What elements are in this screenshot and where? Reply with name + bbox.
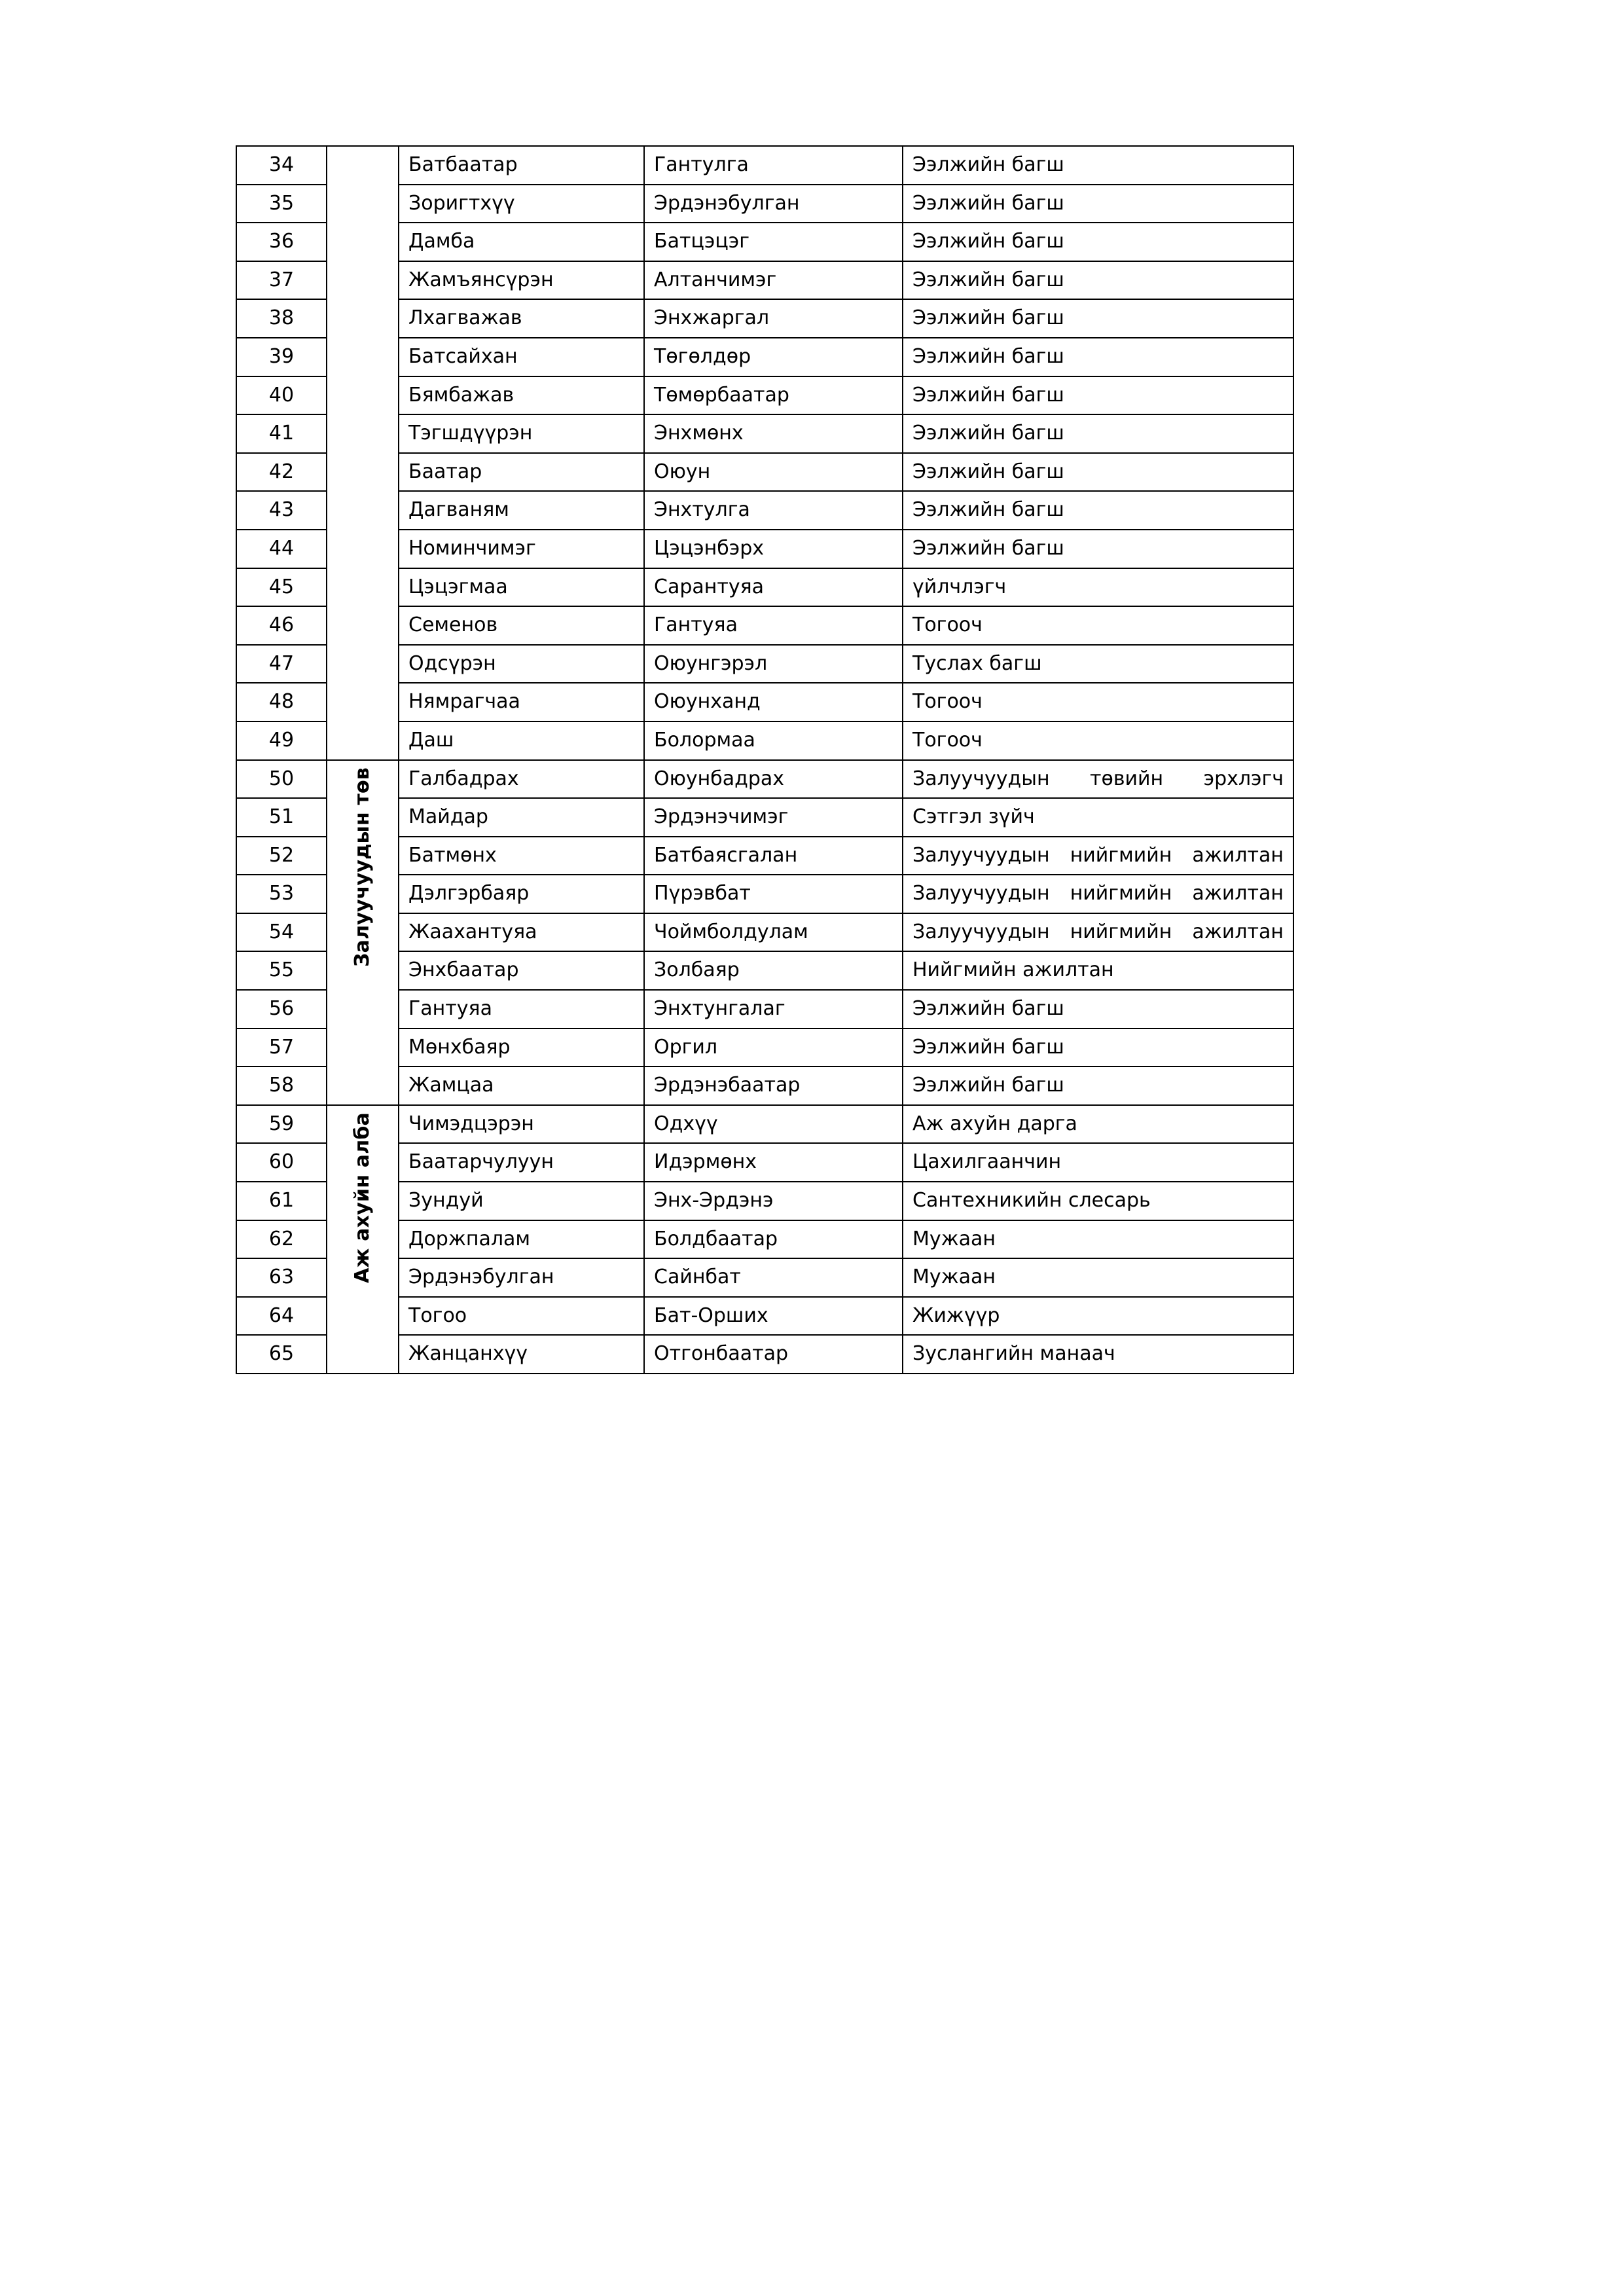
row-number: 53	[236, 875, 327, 913]
last-name: Бямбажав	[399, 376, 644, 415]
row-number: 64	[236, 1297, 327, 1336]
first-name: Сарантуяа	[644, 568, 903, 607]
role: Ээлжийн багш	[903, 223, 1293, 261]
last-name: Дэлгэрбаяр	[399, 875, 644, 913]
first-name: Чоймболдулам	[644, 913, 903, 952]
role: Зуслангийн манаач	[903, 1335, 1293, 1374]
row-number: 40	[236, 376, 327, 415]
first-name: Эрдэнэбаатар	[644, 1066, 903, 1105]
row-number: 49	[236, 721, 327, 760]
table-row	[236, 1105, 1293, 1144]
first-name: Пүрэвбат	[644, 875, 903, 913]
roster-table-wrapper	[236, 145, 1284, 1374]
role: Ээлжийн багш	[903, 990, 1293, 1029]
first-name: Болдбаатар	[644, 1220, 903, 1259]
roster-table-body	[236, 146, 1293, 1374]
first-name: Төгөлдөр	[644, 338, 903, 376]
group-label-text: Залуучуудын төв	[350, 767, 374, 967]
row-number: 47	[236, 645, 327, 683]
group-label-cell	[327, 1105, 399, 1374]
first-name: Сайнбат	[644, 1258, 903, 1297]
last-name: Галбадрах	[399, 760, 644, 799]
row-number: 45	[236, 568, 327, 607]
role: Ээлжийн багш	[903, 491, 1293, 530]
first-name: Энхтунгалаг	[644, 990, 903, 1029]
last-name: Батбаатар	[399, 146, 644, 185]
role: Ээлжийн багш	[903, 338, 1293, 376]
last-name: Гантуяа	[399, 990, 644, 1029]
row-number: 62	[236, 1220, 327, 1259]
row-number: 36	[236, 223, 327, 261]
last-name: Мөнхбаяр	[399, 1029, 644, 1067]
role: Аж ахуйн дарга	[903, 1105, 1293, 1144]
last-name: Эрдэнэбулган	[399, 1258, 644, 1297]
first-name: Алтанчимэг	[644, 261, 903, 300]
role: үйлчлэгч	[903, 568, 1293, 607]
row-number: 39	[236, 338, 327, 376]
first-name: Эрдэнэбулган	[644, 185, 903, 223]
row-number: 56	[236, 990, 327, 1029]
last-name: Батмөнх	[399, 837, 644, 875]
row-number: 51	[236, 798, 327, 837]
first-name: Одхүү	[644, 1105, 903, 1144]
last-name: Зоригтхүү	[399, 185, 644, 223]
last-name: Майдар	[399, 798, 644, 837]
role: Залуучуудын нийгмийн ажилтан	[903, 837, 1293, 875]
table-row	[236, 760, 1293, 799]
last-name: Нямрагчаа	[399, 683, 644, 721]
row-number: 54	[236, 913, 327, 952]
row-number: 50	[236, 760, 327, 799]
role: Залуучуудын төвийн эрхлэгч	[903, 760, 1293, 799]
row-number: 44	[236, 530, 327, 568]
first-name: Төмөрбаатар	[644, 376, 903, 415]
role: Жижүүр	[903, 1297, 1293, 1336]
last-name: Жамъянсүрэн	[399, 261, 644, 300]
row-number: 38	[236, 299, 327, 338]
row-number: 46	[236, 606, 327, 645]
first-name: Энх-Эрдэнэ	[644, 1182, 903, 1220]
table-row	[236, 146, 1293, 185]
role: Сантехникийн слесарь	[903, 1182, 1293, 1220]
role: Ээлжийн багш	[903, 261, 1293, 300]
role: Цахилгаанчин	[903, 1143, 1293, 1182]
last-name: Жаахантуяа	[399, 913, 644, 952]
first-name: Батцэцэг	[644, 223, 903, 261]
row-number: 58	[236, 1066, 327, 1105]
last-name: Зундуй	[399, 1182, 644, 1220]
role: Тогооч	[903, 606, 1293, 645]
role: Ээлжийн багш	[903, 414, 1293, 453]
row-number: 59	[236, 1105, 327, 1144]
last-name: Дамба	[399, 223, 644, 261]
first-name: Отгонбаатар	[644, 1335, 903, 1374]
last-name: Чимэдцэрэн	[399, 1105, 644, 1144]
row-number: 37	[236, 261, 327, 300]
first-name: Оргил	[644, 1029, 903, 1067]
first-name: Оюунгэрэл	[644, 645, 903, 683]
first-name: Оюунбадрах	[644, 760, 903, 799]
row-number: 52	[236, 837, 327, 875]
role: Залуучуудын нийгмийн ажилтан	[903, 913, 1293, 952]
last-name: Жамцаа	[399, 1066, 644, 1105]
row-number: 60	[236, 1143, 327, 1182]
role: Ээлжийн багш	[903, 376, 1293, 415]
first-name: Гантулга	[644, 146, 903, 185]
first-name: Энхтулга	[644, 491, 903, 530]
row-number: 48	[236, 683, 327, 721]
role: Тогооч	[903, 721, 1293, 760]
role: Тогооч	[903, 683, 1293, 721]
first-name: Эрдэнэчимэг	[644, 798, 903, 837]
first-name: Болормаа	[644, 721, 903, 760]
last-name: Батсайхан	[399, 338, 644, 376]
role: Мужаан	[903, 1220, 1293, 1259]
row-number: 57	[236, 1029, 327, 1067]
last-name: Тогоо	[399, 1297, 644, 1336]
group-label-text: Аж ахуйн алба	[350, 1112, 374, 1283]
role: Мужаан	[903, 1258, 1293, 1297]
last-name: Тэгшдүүрэн	[399, 414, 644, 453]
last-name: Даш	[399, 721, 644, 760]
last-name: Энхбаатар	[399, 951, 644, 990]
last-name: Доржпалам	[399, 1220, 644, 1259]
row-number: 34	[236, 146, 327, 185]
row-number: 65	[236, 1335, 327, 1374]
group-label-cell	[327, 146, 399, 760]
first-name: Гантуяа	[644, 606, 903, 645]
first-name: Идэрмөнх	[644, 1143, 903, 1182]
role: Сэтгэл зүйч	[903, 798, 1293, 837]
role: Ээлжийн багш	[903, 1066, 1293, 1105]
role: Ээлжийн багш	[903, 299, 1293, 338]
last-name: Номинчимэг	[399, 530, 644, 568]
first-name: Батбаясгалан	[644, 837, 903, 875]
first-name: Оюун	[644, 453, 903, 492]
last-name: Цэцэгмаа	[399, 568, 644, 607]
row-number: 35	[236, 185, 327, 223]
last-name: Одсүрэн	[399, 645, 644, 683]
role: Ээлжийн багш	[903, 1029, 1293, 1067]
last-name: Дагваням	[399, 491, 644, 530]
role: Ээлжийн багш	[903, 185, 1293, 223]
role: Ээлжийн багш	[903, 146, 1293, 185]
row-number: 55	[236, 951, 327, 990]
row-number: 61	[236, 1182, 327, 1220]
role: Ээлжийн багш	[903, 530, 1293, 568]
first-name: Золбаяр	[644, 951, 903, 990]
last-name: Семенов	[399, 606, 644, 645]
first-name: Энхжаргал	[644, 299, 903, 338]
first-name: Оюунханд	[644, 683, 903, 721]
row-number: 63	[236, 1258, 327, 1297]
role: Туслах багш	[903, 645, 1293, 683]
last-name: Баатарчулуун	[399, 1143, 644, 1182]
last-name: Лхагважав	[399, 299, 644, 338]
first-name: Энхмөнх	[644, 414, 903, 453]
row-number: 42	[236, 453, 327, 492]
last-name: Жанцанхүү	[399, 1335, 644, 1374]
last-name: Баатар	[399, 453, 644, 492]
first-name: Бат-Орших	[644, 1297, 903, 1336]
first-name: Цэцэнбэрх	[644, 530, 903, 568]
role: Ээлжийн багш	[903, 453, 1293, 492]
row-number: 43	[236, 491, 327, 530]
group-label-cell	[327, 760, 399, 1105]
role: Нийгмийн ажилтан	[903, 951, 1293, 990]
roster-table	[236, 145, 1294, 1374]
role: Залуучуудын нийгмийн ажилтан	[903, 875, 1293, 913]
row-number: 41	[236, 414, 327, 453]
